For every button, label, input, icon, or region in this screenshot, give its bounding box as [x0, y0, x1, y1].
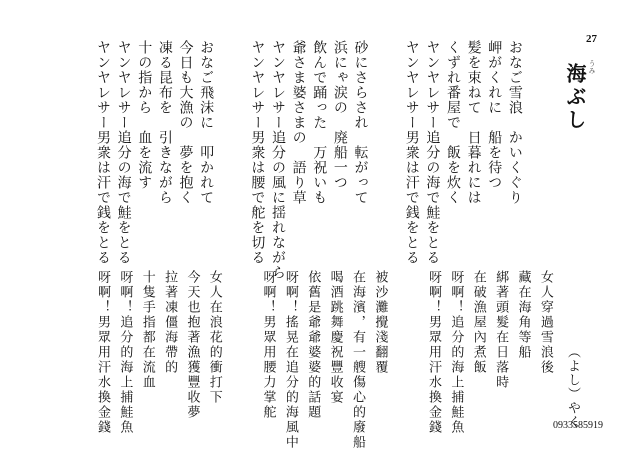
- zh-line: 呀啊！追分的海上捕鮭魚: [448, 270, 464, 435]
- zh-line: 綁著頭髮在日落時: [493, 270, 509, 390]
- jp-line: 今日も大漁の 夢を抱く: [177, 40, 194, 205]
- stanza-gap: [374, 40, 398, 240]
- translation-credit: （よし）やく: [565, 345, 580, 429]
- zh-line: 被沙灘攪淺翻覆: [372, 270, 388, 375]
- zh-line: 呀啊！追分的海上捕鮭魚: [117, 270, 133, 435]
- zh-line: 在海濱，有一艘傷心的廢船: [349, 270, 365, 450]
- page-number: 27: [586, 33, 597, 45]
- zh-line: 喝酒跳舞慶祝豐收宴: [327, 270, 343, 405]
- stanza-gap: [230, 270, 252, 420]
- jp-line: 十の指から 血を流す: [136, 40, 153, 190]
- stanza-gap: [220, 40, 244, 240]
- zh-line: 拉著凍僵海帶的: [162, 270, 178, 375]
- jp-line: ヤンヤレサー男衆は腰で舵を切る: [249, 40, 266, 265]
- jp-line: 岬がくれに 船を待つ: [486, 40, 503, 190]
- jp-line: 砂にさらされ 転がって: [352, 40, 369, 205]
- document-id: 0933585919: [553, 420, 603, 431]
- zh-line: 十隻手指都在流血: [139, 270, 155, 390]
- jp-line: ヤンヤレサー追分の海で鮭をとる: [115, 40, 132, 265]
- zh-line: 在破漁屋內煮飯: [470, 270, 486, 375]
- jp-line: ヤンヤレサー追分の風に揺れながら: [270, 40, 286, 280]
- japanese-lyrics: [95, 40, 523, 280]
- zh-line: 呀啊！男眾用腰力掌舵: [260, 270, 276, 420]
- zh-line: 女人在浪花的衝打下: [206, 270, 222, 405]
- zh-line: 呀啊！男眾用汗水換金錢: [426, 270, 442, 435]
- jp-line: おなご飛沫に 叩かれて: [198, 40, 215, 205]
- jp-line: くずれ番屋で 飯を炊く: [445, 40, 461, 205]
- jp-line: 浜にゃ涙の 廃船一つ: [331, 40, 348, 190]
- jp-line: ヤンヤレサー追分の海で鮭をとる: [424, 40, 441, 265]
- jp-line: 飲んで踊った 万祝いも: [311, 40, 328, 205]
- song-title: 海ぶし: [563, 63, 587, 132]
- title-ruby: うみ: [588, 60, 596, 74]
- jp-line: 髪を束ねて 日暮れには: [465, 40, 482, 205]
- stanza-gap: [396, 270, 418, 420]
- jp-line: 爺さま婆さまの 語り草: [290, 40, 307, 205]
- zh-line: 呀啊！搖晃在追分的海風中: [282, 270, 298, 450]
- chinese-translation: [95, 270, 553, 450]
- jp-line: 凍る昆布を 引きながら: [156, 40, 173, 205]
- zh-line: 今天也抱著漁獲豐收夢: [184, 270, 200, 420]
- zh-line: 依舊是爺爺婆婆的話題: [305, 270, 321, 420]
- zh-line: 呀啊！男眾用汗水換金錢: [95, 270, 110, 435]
- zh-line: 藏在海角等船: [515, 270, 531, 360]
- jp-line: おなご雪浪 かいくぐり: [506, 40, 523, 205]
- jp-line: ヤンヤレサー男衆は汗で銭をとる: [95, 40, 111, 265]
- zh-line: 女人穿過雪浪後: [537, 270, 553, 375]
- jp-line: ヤンヤレサー男衆は汗で銭をとる: [403, 40, 420, 265]
